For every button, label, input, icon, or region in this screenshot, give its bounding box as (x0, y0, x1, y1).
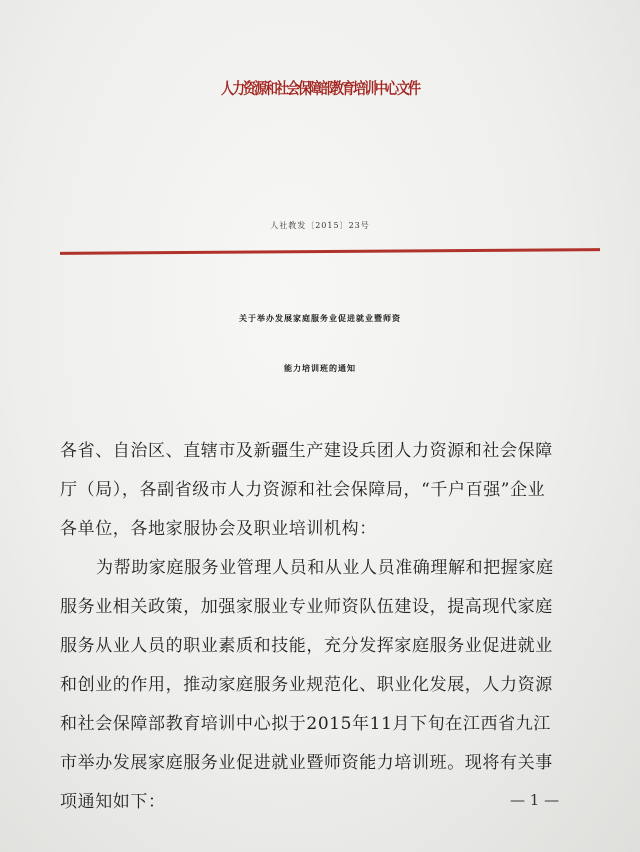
page-number: — 1 — (510, 791, 560, 809)
body-line: 服务业相关政策，加强家服业专业师资队伍建设，提高现代家庭 (60, 597, 553, 617)
body-line: 各省、自治区、直辖市及新疆生产建设兵团人力资源和社会保障 (60, 441, 553, 461)
notice-title-line-1: 关于举办发展家庭服务业促进就业暨师资 (239, 313, 401, 323)
body-line: 厅（局），各副省级市人力资源和社会保障局，“千户百强”企业 (60, 480, 546, 500)
body-line: 项通知如下： (60, 792, 166, 812)
document-number: 人社教发〔2015〕23号 (270, 221, 370, 230)
notice-title-line-2: 能力培训班的通知 (284, 363, 356, 373)
body-line: 和创业的作用，推动家庭服务业规范化、职业化发展，人力资源 (60, 675, 553, 695)
body-line: 和社会保障部教育培训中心拟于2015年11月下旬在江西省九江 (60, 714, 551, 734)
body-line: 为帮助家庭服务业管理人员和从业人员准确理解和把握家庭 (96, 558, 554, 578)
body-line: 服务从业人员的职业素质和技能，充分发挥家庭服务业促进就业 (60, 636, 553, 656)
document-header-title: 人力资源和社会保障部教育培训中心文件 (220, 80, 419, 99)
body-line: 各单位，各地家服协会及职业培训机构： (60, 519, 377, 539)
header-divider (60, 248, 600, 255)
body-line: 市举办发展家庭服务业促进就业暨师资能力培训班。现将有关事 (60, 753, 553, 773)
